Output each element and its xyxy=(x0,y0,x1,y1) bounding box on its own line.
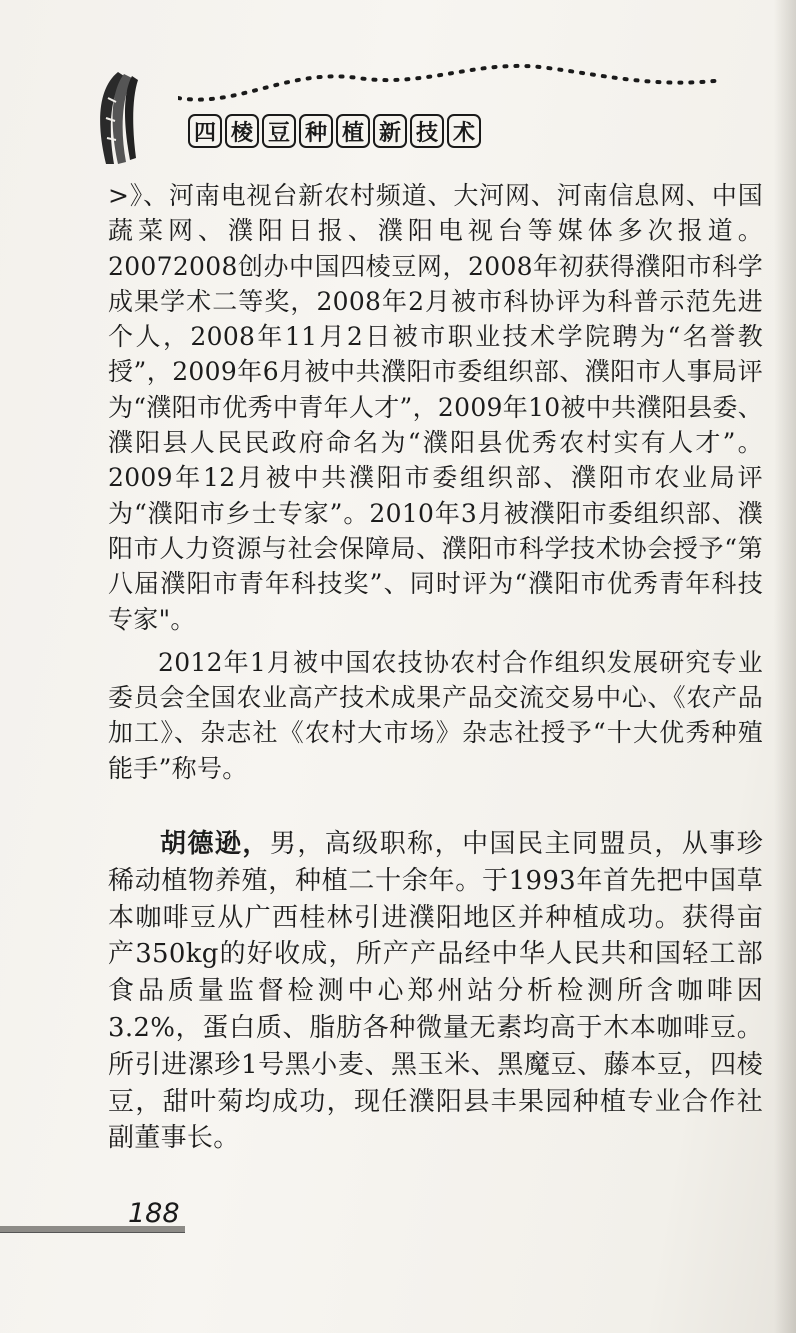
paragraph: 2012年1月被中国农技协农村合作组织发展研究专业委员会全国农业高产技术成果产品交流交易中心、《农产品加工》、杂志社《农村大市场》杂志社授予“十大优秀种殖能手”称号。 xyxy=(108,647,763,783)
person-name: 胡德逊， xyxy=(160,829,270,860)
page-shadow-edge xyxy=(774,0,796,1333)
title-char: 四 xyxy=(188,114,222,148)
bean-pod-icon xyxy=(88,68,148,168)
dotted-wave-decoration xyxy=(178,58,738,118)
title-char: 豆 xyxy=(262,114,296,148)
title-char: 植 xyxy=(336,114,370,148)
body-text xyxy=(108,178,763,1157)
page-number: 188 xyxy=(128,1198,180,1229)
paragraph: >》、河南电视台新农村频道、大河网、河南信息网、中国蔬菜网、濮阳日报、濮阳电视台等媒体多次报道。20072008创办中国四棱豆网，2008年初获得濮阳市科学成果学术二等奖，2008年2月被市科协评为科普示范先进个人，2008年11月2日被市职业技术学院聘为“名誉教授”，2009年6月被中共濮阳市委组织部、濮阳市人事局评为“濮阳市优秀中青年人才”，2009年10被中共濮阳县委、濮阳县人民民政府命名为“濮阳县优秀农村实有人才”。2009年12月被中共濮阳市委组织部、濮阳市农业局评为“濮阳市乡士专家”。2010年3月被濮阳市委组织部、濮阳市人力资源与社会保障局、濮阳市科学技术协会授予“第八届濮阳市青年科技奖”、同时评为“濮阳市优秀青年科技专家"。 xyxy=(108,181,763,634)
chapter-title xyxy=(188,114,481,148)
title-char: 棱 xyxy=(225,114,259,148)
paragraph xyxy=(108,826,763,1157)
paragraph-text: 男，高级职称，中国民主同盟员，从事珍稀动植物养殖，种植二十余年。于1993年首先把中国草本咖啡豆从广西桂林引进濮阳地区并种植成功。获得亩产350kg的好收成，所产产品经中华人民共和国轻工部食品质量监督检测中心郑州站分析检测所含咖啡因3.2%，蛋白质、脂肪各种微量无素均高于木本咖啡豆。所引进漯珍1号黑小麦、黑玉米、黑魔豆、藤本豆，四棱豆，甜叶菊均成功，现任濮阳县丰果园种植专业合作社副董事长。 xyxy=(108,829,764,1154)
footer-rule xyxy=(0,1232,185,1233)
title-char: 新 xyxy=(373,114,407,148)
title-char: 术 xyxy=(447,114,481,148)
title-char: 种 xyxy=(299,114,333,148)
chapter-header xyxy=(88,58,648,168)
title-char: 技 xyxy=(410,114,444,148)
